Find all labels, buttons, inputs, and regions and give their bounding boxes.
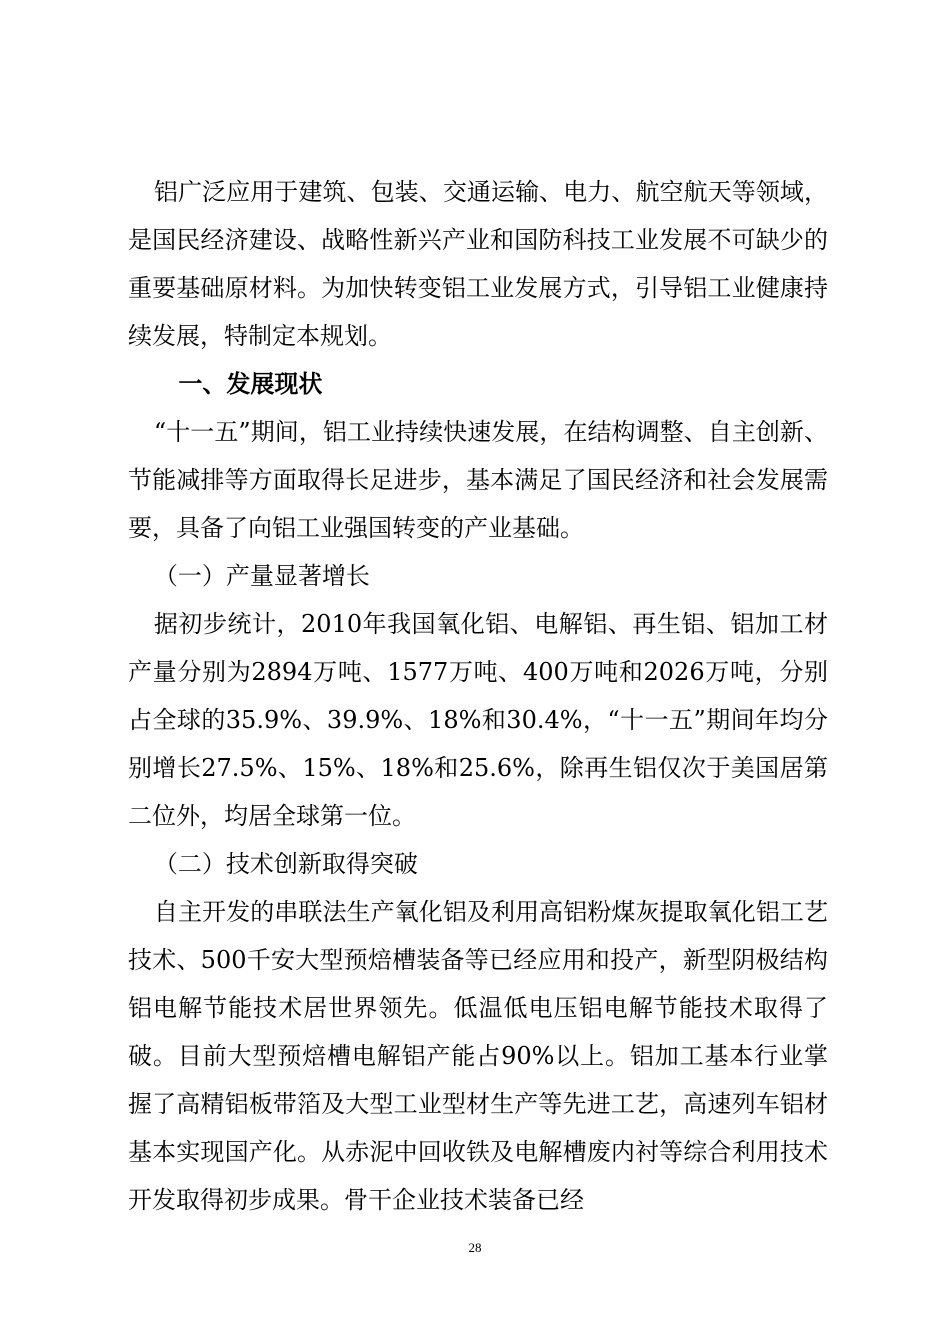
section-heading: 一、发展现状 <box>178 369 323 398</box>
subsection-heading-output: （一）产量显著增长 <box>153 562 370 590</box>
output-paragraph: 据初步统计，2010年我国氧化铝、电解铝、再生铝、铝加工材产量分别为2894万吨、1577万吨、400万吨和2026万吨，分别占全球的35.9%、39.9%、18%和30.4%，“十一五”期间年均分别增长27.5%、15%、18%和25.6%，除再生铝仅次于美国居第二位外，均居全球第一位。 <box>128 610 828 830</box>
innovation-paragraph: 自主开发的串联法生产氧化铝及利用高铝粉煤灰提取氧化铝工艺技术、500千安大型预焙槽装备等已经应用和投产，新型阴极结构铝电解节能技术居世界领先。低温低电压铝电解节能技术取得了破。目前大型预焙槽电解铝产能占90%以上。铝加工基本行业掌握了高精铝板带箔及大型工业型材生产等先进工艺，高速列车铝材基本实现国产化。从赤泥中回收铁及电解槽废内衬等综合利用技术开发取得初步成果。骨干企业技术装备已经 <box>128 898 828 1214</box>
section-summary-paragraph: “十一五”期间，铝工业持续快速发展，在结构调整、自主创新、节能减排等方面取得长足进步，基本满足了国民经济和社会发展需要，具备了向铝工业强国转变的产业基础。 <box>128 418 828 542</box>
intro-paragraph: 铝广泛应用于建筑、包装、交通运输、电力、航空航天等领域，是国民经济建设、战略性新兴产业和国防科技工业发展不可缺少的重要基础原材料。为加快转变铝工业发展方式，引导铝工业健康持续发展，特制定本规划。 <box>128 178 828 350</box>
page-number: 28 <box>468 1240 482 1255</box>
body-text <box>128 168 828 1224</box>
subsection-heading-innovation: （二）技术创新取得突破 <box>153 850 418 878</box>
